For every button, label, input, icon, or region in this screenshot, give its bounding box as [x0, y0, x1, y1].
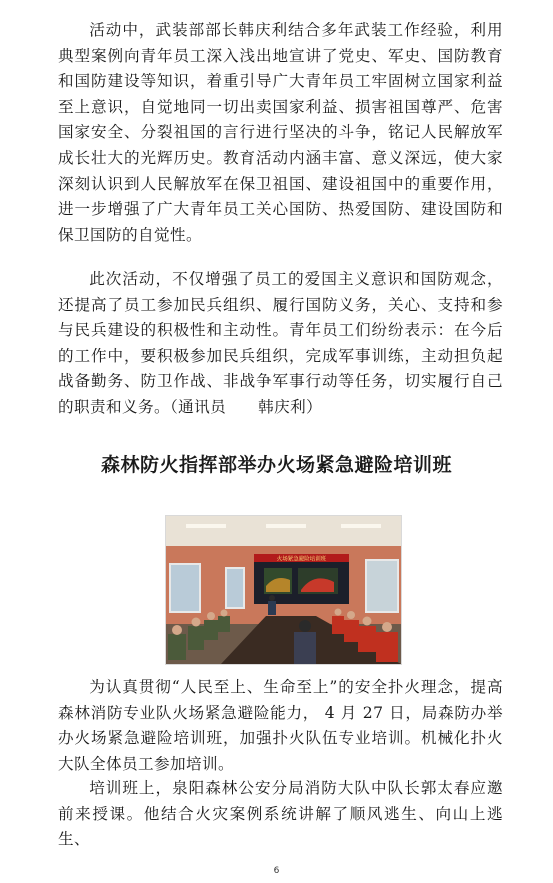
- article-paragraph: 为认真贯彻“人民至上、生命至上”的安全扑火理念，提高森林消防专业队火场紧急避险能力， 4 月 27 日，局森防办举办火场紧急避险培训班，加强扑火队伍专业培训。机械化扑火大队全体员工参加培训。: [58, 678, 503, 773]
- article-paragraph: 培训班上，泉阳森林公安分局消防大队中队长郭太春应邀前来授课。他结合火灾案例系统讲解了顺风逃生、向山上逃生、: [58, 779, 503, 849]
- article-paragraph: 活动中，武装部部长韩庆利结合多年武装工作经验，利用典型案例向青年员工深入浅出地宣讲了党史、军史、国防教育和国防建设等知识，着重引导广大青年员工牢固树立国家利益至上意识，自觉地同一切出卖国家利益、损害祖国尊严、危害国家安全、分裂祖国的言行进行坚决的斗争，铭记人民解放军成长壮大的光辉历史。教育活动内涵丰富、意义深远，使大家深刻认识到人民解放军在保卫祖国、建设祖国中的重要作用，进一步增强了广大青年员工关心国防、热爱国防、建设国防和保卫国防的自觉性。: [58, 21, 503, 244]
- article-headline: 森林防火指挥部举办火场紧急避险培训班: [100, 454, 452, 476]
- article-paragraph: 此次活动，不仅增强了员工的爱国主义意识和国防观念，还提高了员工参加民兵组织、履行国防义务，关心、支持和参与民兵建设的积极性和主动性。青年员工们纷纷表示：在今后的工作中，要积极参加民兵组织，完成军事训练，主动担负起战备勤务、防卫作战、非战争军事行动等任务，切实履行自己的职责和义务。（通讯员 韩庆利）: [58, 270, 503, 416]
- training-session-photo: [165, 515, 402, 665]
- page-number: 6: [273, 866, 280, 876]
- screen-banner: 火场紧急避险培训班: [276, 556, 327, 563]
